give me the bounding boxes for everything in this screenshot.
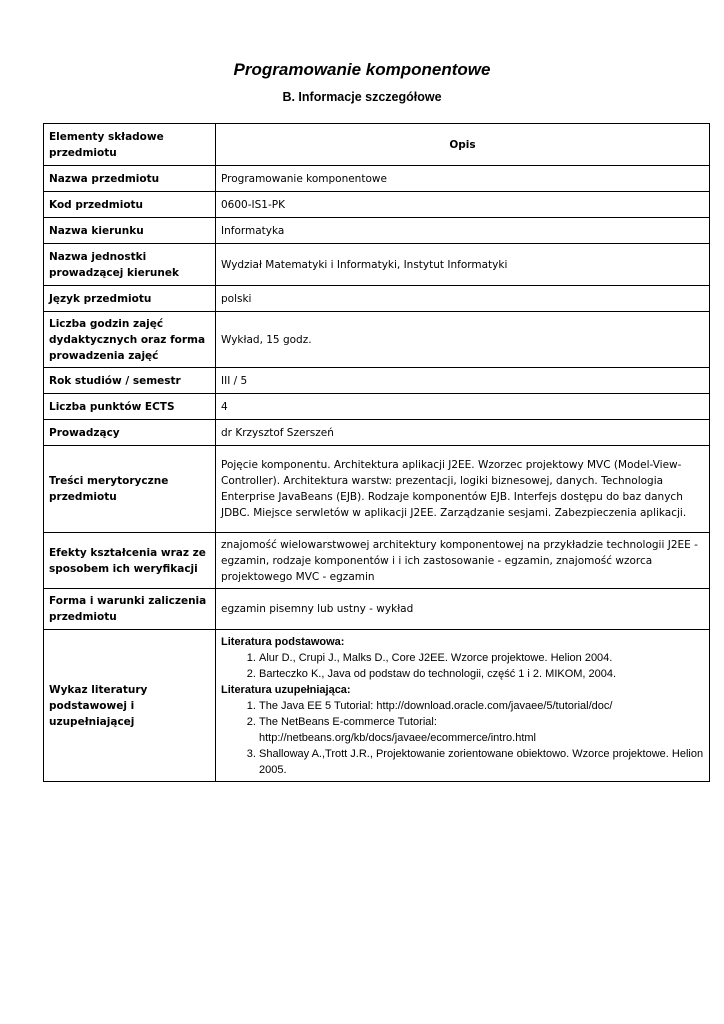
row-label-course-name: Nazwa przedmiotu (44, 166, 216, 192)
row-label-year-semester: Rok studiów / semestr (44, 368, 216, 394)
table-row (44, 630, 710, 782)
course-info-table (43, 123, 710, 782)
row-value-content: Pojęcie komponentu. Architektura aplikacji J2EE. Wzorzec projektowy MVC (Model-View-Controller). Architektura warstw: prezentacji, logiki biznesowej, danych. Technologia Enterprise JavaBeans (EJB). Rodzaje komponentów EJB. Interfejs dostępu do baz danych JDBC. Miejsce serwletów w aplikacji J2EE. Zarządzanie sesjami. Zabezpieczenia aplikacji. (216, 446, 710, 533)
literature-list (221, 634, 704, 778)
header-description-cell: Opis (216, 124, 710, 166)
row-label-lecturer: Prowadzący (44, 420, 216, 446)
table-row (44, 533, 710, 589)
row-label-content: Treści merytoryczne przedmiotu (44, 446, 216, 533)
table-row (44, 420, 710, 446)
list-item: 2. The NetBeans E-commerce Tutorial: http://netbeans.org/kb/docs/javaee/ecommerce/intro.html (259, 714, 704, 746)
table-row (44, 166, 710, 192)
header-elements-cell: Elementy składowe przedmiotu (44, 124, 216, 166)
basic-literature-list (221, 650, 704, 682)
table-row (44, 286, 710, 312)
row-value-lecturer: dr Krzysztof Szerszeń (216, 420, 710, 446)
row-label-hours: Liczba godzin zajęć dydaktycznych oraz forma prowadzenia zajęć (44, 312, 216, 368)
basic-literature-heading: Literatura podstawowa: (221, 635, 345, 648)
row-value-year-semester: III / 5 (216, 368, 710, 394)
row-label-ects: Liczba punktów ECTS (44, 394, 216, 420)
list-item: 2. Barteczko K., Java od podstaw do technologii, część 1 i 2. MIKOM, 2004. (259, 666, 704, 682)
table-row (44, 312, 710, 368)
row-value-language: polski (216, 286, 710, 312)
row-value-ects: 4 (216, 394, 710, 420)
table-row (44, 244, 710, 286)
row-value-assessment: egzamin pisemny lub ustny - wykład (216, 589, 710, 630)
row-value-unit: Wydział Matematyki i Informatyki, Instytut Informatyki (216, 244, 710, 286)
row-value-literature (216, 630, 710, 782)
row-label-literature: Wykaz literatury podstawowej i uzupełniającej (44, 630, 216, 782)
table-row (44, 218, 710, 244)
row-value-outcomes: znajomość wielowarstwowej architektury komponentowej na przykładzie technologii J2EE - egzamin, rodzaje komponentów i i ich zastosowanie - egzamin, znajomość wzorca projektowego MVC - egzamin (216, 533, 710, 589)
document-title: Programowanie komponentowe (233, 60, 491, 79)
row-value-course-code: 0600-IS1-PK (216, 192, 710, 218)
list-item: 3. Shalloway A.,Trott J.R., Projektowanie zorientowane obiektowo. Wzorce projektowe. Helion 2005. (259, 746, 704, 778)
table-row (44, 192, 710, 218)
table-row (44, 589, 710, 630)
supplementary-literature-list (221, 698, 704, 778)
list-item: 1. Alur D., Crupi J., Malks D., Core J2EE. Wzorce projektowe. Helion 2004. (259, 650, 704, 666)
row-label-course-code: Kod przedmiotu (44, 192, 216, 218)
row-label-field-name: Nazwa kierunku (44, 218, 216, 244)
row-value-course-name: Programowanie komponentowe (216, 166, 710, 192)
row-label-language: Język przedmiotu (44, 286, 216, 312)
row-label-unit: Nazwa jednostki prowadzącej kierunek (44, 244, 216, 286)
list-item: 1. The Java EE 5 Tutorial: http://download.oracle.com/javaee/5/tutorial/doc/ (259, 698, 704, 714)
table-row (44, 368, 710, 394)
table-header-row (44, 124, 710, 166)
table-row (44, 394, 710, 420)
supplementary-literature-heading: Literatura uzupełniająca: (221, 683, 351, 696)
row-value-hours: Wykład, 15 godz. (216, 312, 710, 368)
row-label-assessment: Forma i warunki zaliczenia przedmiotu (44, 589, 216, 630)
row-value-field-name: Informatyka (216, 218, 710, 244)
table-row (44, 446, 710, 533)
document-subtitle: B. Informacje szczegółowe (282, 90, 442, 104)
row-label-outcomes: Efekty kształcenia wraz ze sposobem ich weryfikacji (44, 533, 216, 589)
